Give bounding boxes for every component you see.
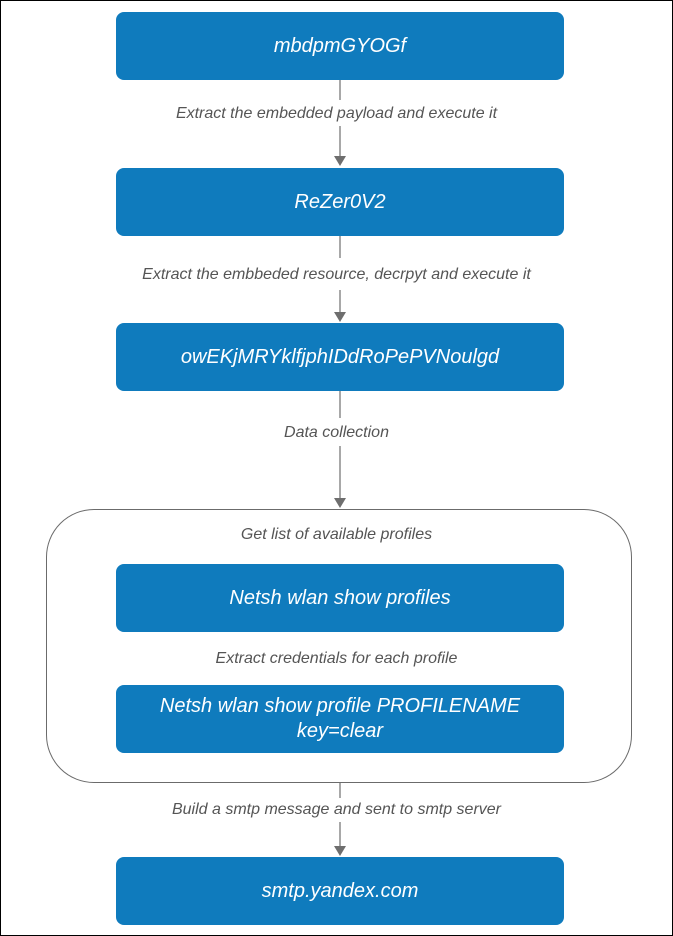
edge-label-build-smtp: Build a smtp message and sent to smtp server [171,801,502,818]
node-rezer0v2-label: ReZer0V2 [294,190,386,213]
node-smtp-yandex-label: smtp.yandex.com [261,879,419,902]
node-netsh-show-profile-key-line1: Netsh wlan show profile PROFILENAME [159,695,521,717]
node-mbdpmgyogf [116,12,564,80]
node-owekjmry-label: owEKjMRYklfjphIDdRoPePVNoulgd [180,345,500,368]
node-netsh-show-profiles-label: Netsh wlan show profiles [229,586,451,609]
node-netsh-show-profile-key-label [160,694,520,744]
node-netsh-show-profile-key-line2: key=clear [296,720,384,742]
node-owekjmry [116,323,564,391]
node-rezer0v2 [116,168,564,236]
arrowhead-3 [334,498,346,508]
edge-label-data-collection: Data collection [284,424,389,441]
group-title: Get list of available profiles [240,526,433,543]
node-netsh-show-profile-key [116,685,564,753]
edge-label-extract-resource: Extract the embbeded resource, decrpyt and execute it [142,266,531,283]
arrowhead-2 [334,312,346,322]
node-smtp-yandex [116,857,564,925]
node-mbdpmgyogf-label: mbdpmGYOGf [273,34,407,57]
arrowhead-1 [334,156,346,166]
edge-label-extract-payload: Extract the embedded payload and execute it [175,105,498,122]
edge-label-extract-credentials: Extract credentials for each profile [215,650,458,667]
arrowhead-4 [334,846,346,856]
node-netsh-show-profiles [116,564,564,632]
